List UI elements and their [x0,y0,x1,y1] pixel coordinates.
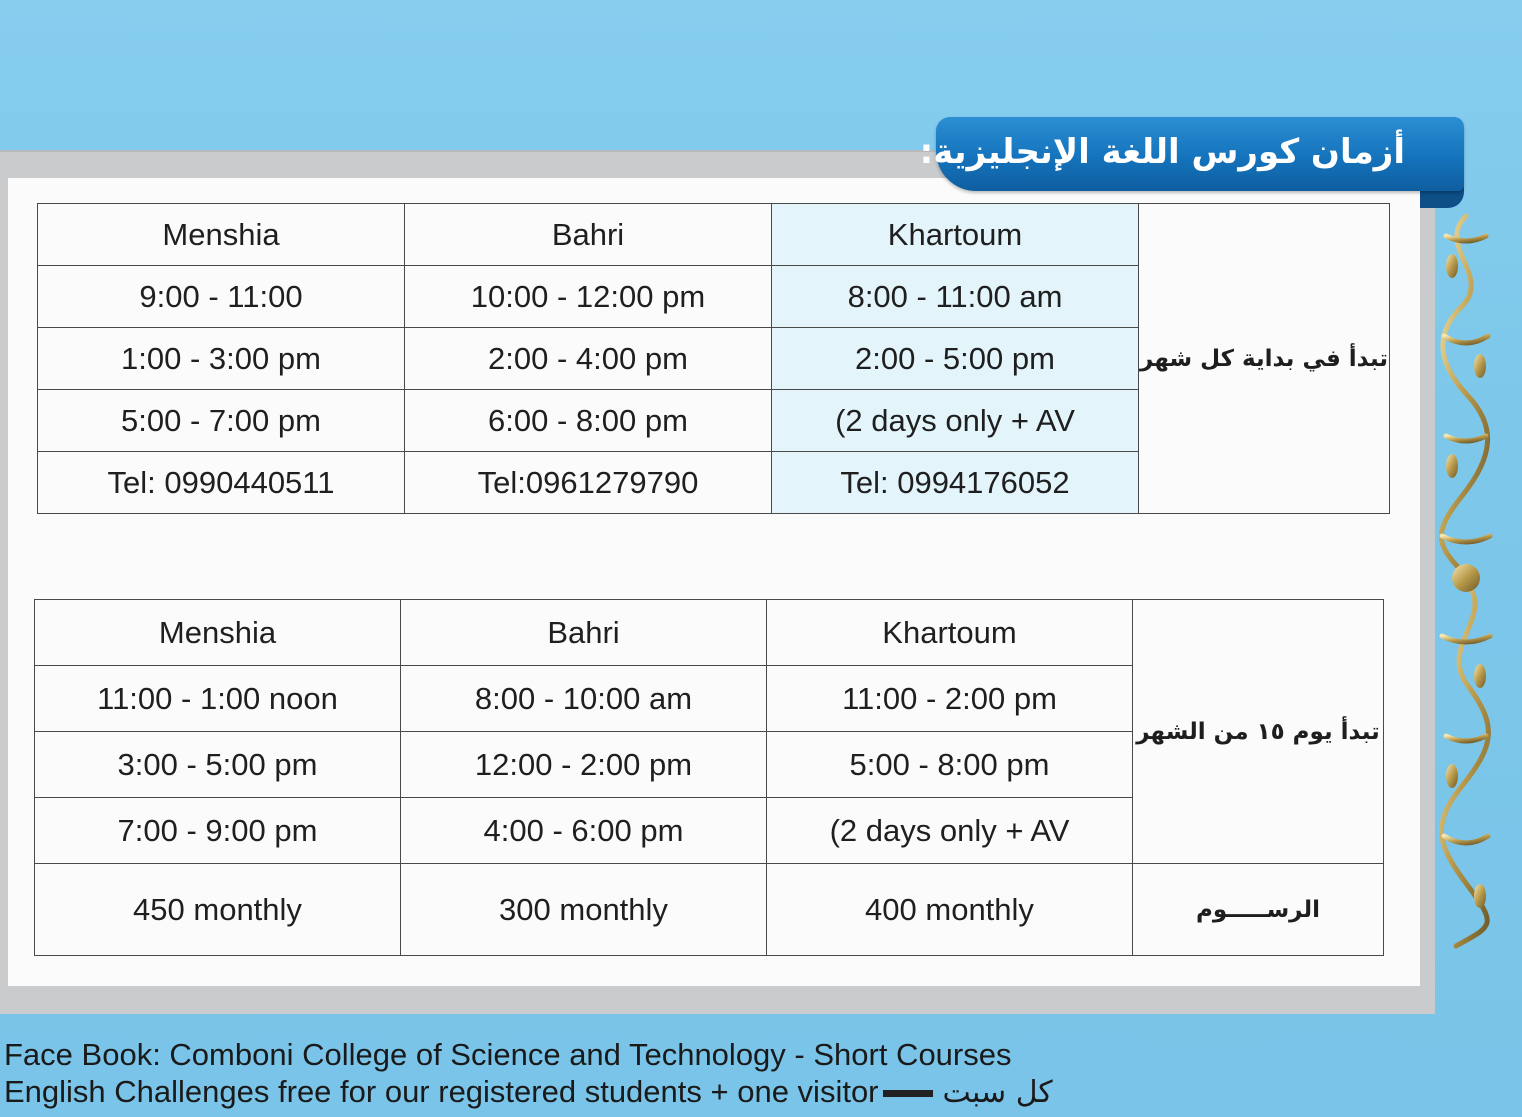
time-cell: (2 days only + AV [772,390,1139,452]
table-header-row [38,204,1390,266]
table-header-row [35,600,1384,666]
column-header-bahri: Bahri [405,204,772,266]
time-cell: 3:00 - 5:00 pm [35,732,401,798]
schedule-table-mid-month [34,599,1384,956]
column-header-khartoum: Khartoum [772,204,1139,266]
start-note-label: تبدأ في بداية كل شهر [1139,204,1390,514]
time-cell: 12:00 - 2:00 pm [401,732,767,798]
time-cell: 7:00 - 9:00 pm [35,798,401,864]
schedule-table-month-start [37,203,1390,514]
time-cell: 11:00 - 2:00 pm [767,666,1133,732]
dash-divider [883,1090,933,1097]
time-cell: 11:00 - 1:00 noon [35,666,401,732]
fees-label: الرســـــوم [1133,864,1384,956]
time-cell: 8:00 - 10:00 am [401,666,767,732]
page-title: أزمان كورس اللغة الإنجليزية: [919,132,1405,172]
time-cell: 2:00 - 4:00 pm [405,328,772,390]
phone-cell: Tel: 0994176052 [772,452,1139,514]
fees-row [35,864,1384,956]
phone-cell: Tel: 0990440511 [38,452,405,514]
column-header-menshia: Menshia [35,600,401,666]
column-header-bahri: Bahri [401,600,767,666]
time-cell: 5:00 - 7:00 pm [38,390,405,452]
start-note-label: تبدأ يوم ١٥ من الشهر [1133,600,1384,864]
time-cell: 9:00 - 11:00 [38,266,405,328]
time-cell: 2:00 - 5:00 pm [772,328,1139,390]
column-header-menshia: Menshia [38,204,405,266]
time-cell: 1:00 - 3:00 pm [38,328,405,390]
time-cell: 5:00 - 8:00 pm [767,732,1133,798]
phone-cell: Tel:0961279790 [405,452,772,514]
fee-cell: 450 monthly [35,864,401,956]
fee-cell: 300 monthly [401,864,767,956]
every-saturday-text: كل سبت [942,1075,1053,1110]
fee-cell: 400 monthly [767,864,1133,956]
time-cell: 10:00 - 12:00 pm [405,266,772,328]
time-cell: 4:00 - 6:00 pm [401,798,767,864]
time-cell: 6:00 - 8:00 pm [405,390,772,452]
ornament-icon [1432,206,1500,952]
challenges-line [4,1074,1053,1110]
time-cell: (2 days only + AV [767,798,1133,864]
challenges-text: English Challenges free for our registered students + one visitor [4,1074,879,1109]
facebook-line: Face Book: Comboni College of Science and Technology - Short Courses [4,1037,1012,1072]
column-header-khartoum: Khartoum [767,600,1133,666]
time-cell: 8:00 - 11:00 am [772,266,1139,328]
